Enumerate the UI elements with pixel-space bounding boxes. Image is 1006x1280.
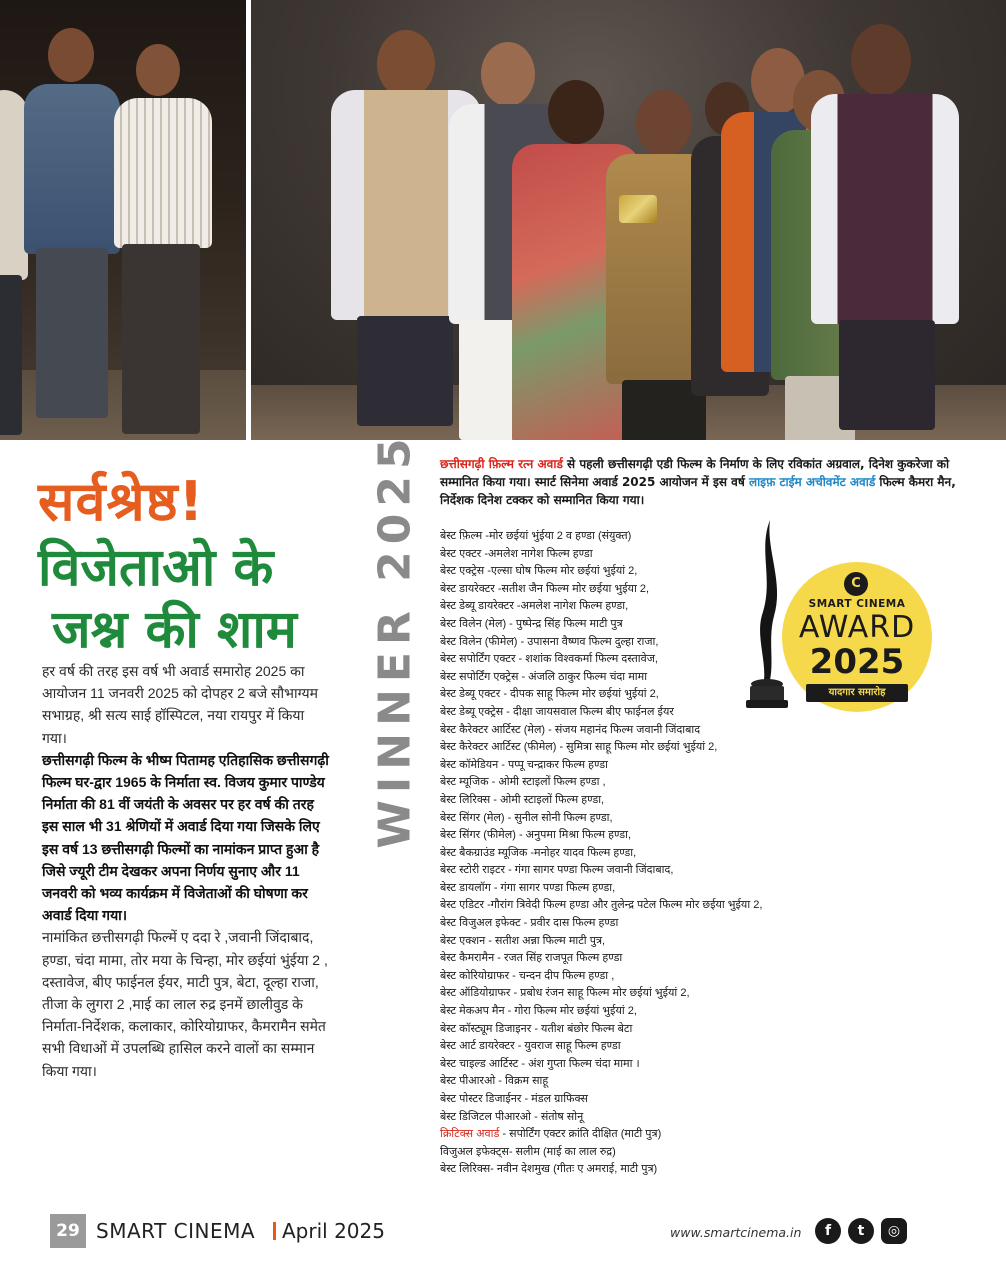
smart-cinema-award-badge [782, 562, 932, 712]
award-item: बेस्ट पीआरओ - विक्रम साहू [440, 1075, 549, 1088]
award-item: बेस्ट एक्ट्रेस -एल्सा घोष फिल्म मोर छईयां भुईयां 2, [440, 565, 638, 578]
award-item: बेस्ट विलेन (फीमेल) - उपासना वैष्णव फिल्म दुल्हा राजा, [440, 635, 659, 648]
winner-label-text: WINNER 2025 [369, 431, 421, 849]
award-item: बेस्ट आर्ट डायरेक्टर - युवराज साहू फिल्म हण्डा [440, 1040, 621, 1053]
award-item: बेस्ट स्टोरी राइटर - गंगा सागर पण्डा फिल्म जवानी जिंदाबाद, [440, 864, 674, 877]
award-item: बेस्ट कैरेक्टर आर्टिस्ट (मेल) - संजय महानंद फिल्म जवानी जिंदाबाद [440, 723, 701, 736]
headline-subtitle-line2: जश्न की शाम [52, 600, 297, 660]
award-item: बेस्ट डायलॉग - गंगा सागर पण्डा फिल्म हण्डा, [440, 881, 616, 894]
award-item: बेस्ट सिंगर (फीमेल) - अनुपमा मिश्रा फिल्म हण्डा, [440, 829, 632, 842]
award-item: बेस्ट एक्शन - सतीश अन्ना फिल्म माटी पुत्र, [440, 934, 606, 947]
caption-highlight: छत्तीसगढ़ी फ़िल्म रत्न अवार्ड [440, 457, 563, 471]
instagram-icon[interactable]: ◎ [881, 1218, 907, 1244]
award-item: बेस्ट सपोर्टिंग एक्टर - शशांक विश्वकर्मा फिल्म दस्तावेज, [440, 653, 658, 666]
article-paragraph: छत्तीसगढ़ी फिल्म के भीष्म पितामह एतिहासिक छत्तीसगढ़ी फिल्म घर-द्वार 1965 के निर्माता स्व. विजय कुमार पाण्डेय निर्माता की 81 वीं जयंती के अवसर पर हर वर्ष की तरह इस साल भी 31 श्रेणियों में अवार्ड दिया गया जिसके लिए इस वर्ष 13 छत्तीसगढ़ी फिल्मों का नामांकन प्राप्त हुआ है जिसे ज्यूरी टीम देखकर अपना निर्णय सुनाए और 11 जनवरी को भव्य कार्यक्रम में विजेताओं की घोषणा कर अवार्ड दिया गया। [42, 751, 329, 924]
critics-award-text: - सपोर्टिंग एक्टर क्रांति दीक्षित (माटी पुत्र) [499, 1128, 662, 1141]
award-item: बेस्ट कॉस्ट्यूम डिजाइनर - यतीश बंछोर फिल्म बेटा [440, 1022, 633, 1035]
article-paragraph: नामांकित छत्तीसगढ़ी फिल्में ए ददा रे ,जवानी जिंदाबाद, हण्डा, चंदा मामा, तोर मया के चिन्हा, मोर छईयां भुंईया 2 , दस्तावेज, बीए फाईनल ईयर, माटी पुत्र, बेटा, दूल्हा राजा, तीजा के लुगरा 2 ,माई का लाल रुद्र इनमें छालीवुड के निर्माता-निर्देशक, कलाकार, कोरियोग्राफर, कैमरामैन समेत सभी विधाओं में उपलब्धि हासिल करने वालों का सम्मान किया गया। [42, 929, 328, 1079]
award-item: बेस्ट कैमरामैन - रजत सिंह राजपूत फिल्म हण्डा [440, 952, 623, 965]
headline-subtitle-line1: विजेताओ के [38, 538, 274, 598]
award-item: बेस्ट बैकग्राउंड म्यूजिक -मनोहर यादव फिल्म हण्डा, [440, 846, 637, 859]
award-item: बेस्ट कॉमेडियन - पप्पू चन्द्राकर फिल्म हण्डा [440, 758, 608, 771]
critics-award-item: बेस्ट लिरिक्स- नवीन देशमुख (गीतः ए अमराई, माटी पुत्र) [440, 1163, 658, 1176]
article-body [42, 660, 332, 1082]
badge-tagline: यादगार समारोह [806, 684, 908, 702]
winner-vertical-label [365, 431, 425, 849]
headline-title: सर्वश्रेष्ठ! [38, 470, 205, 533]
twitter-icon[interactable]: t [848, 1218, 874, 1244]
smart-cinema-logo-icon: C [844, 572, 868, 596]
page-number: 29 [50, 1214, 86, 1248]
footer-magazine-name: SMART CINEMA [96, 1219, 256, 1243]
badge-brand: SMART CINEMA [808, 598, 906, 610]
trophy-icon [619, 195, 657, 223]
award-item: बेस्ट ऑडियोग्राफर - प्रबोध रंजन साहू फिल्म मोर छईयां भुईयां 2, [440, 987, 690, 1000]
award-item: बेस्ट एक्टर -अमलेश नागेश फिल्म हण्डा [440, 547, 593, 560]
award-item: बेस्ट एडिटर -गौरांग त्रिवेदी फिल्म हण्डा और तुलेन्द्र पटेल फिल्म मोर छईया भुईया 2, [440, 899, 763, 912]
award-item: बेस्ट विलेन (मेल) - पुष्पेन्द्र सिंह फिल्म माटी पुत्र [440, 617, 623, 630]
badge-year: 2025 [809, 642, 905, 682]
award-item: बेस्ट विजुअल इफेक्ट - प्रवीर दास फिल्म हण्डा [440, 917, 619, 930]
critics-award-item [440, 1126, 880, 1144]
facebook-icon[interactable]: f [815, 1218, 841, 1244]
award-item: बेस्ट सपोर्टिंग एक्ट्रेस - अंजलि ठाकुर फिल्म चंदा मामा [440, 670, 648, 683]
footer-website-link[interactable]: www.smartcinema.in [670, 1225, 802, 1240]
award-item: बेस्ट डिजिटल पीआरओ - संतोष सोनू [440, 1110, 584, 1123]
caption-text: फिल्म कैमरा मैन, निर्देशक दिनेश टक्कर को सम्मानित किया गया। [440, 475, 956, 507]
award-item: बेस्ट डेब्यू एक्ट्रेस - दीक्षा जायसवाल फिल्म बीए फाईनल ईयर [440, 705, 674, 718]
award-ceremony-photo [251, 0, 1006, 440]
award-item: बेस्ट डेब्यू एक्टर - दीपक साहू फिल्म मोर छईयां भुईयां 2, [440, 688, 659, 701]
award-item: बेस्ट कैरेक्टर आर्टिस्ट (फीमेल) - सुमित्रा साहू फिल्म मोर छईयां भुईयां 2, [440, 741, 718, 754]
award-item: बेस्ट फ़िल्म -मोर छईयां भुंईया 2 व हण्डा (संयुक्त) [440, 530, 632, 542]
caption-highlight: लाइफ़ टाईम अचीवमेंट अवार्ड [748, 475, 876, 489]
critics-award-label: क्रिटिक्स अवार्ड [440, 1128, 500, 1141]
award-item: बेस्ट म्यूजिक - ओमी स्टाइलों फिल्म हण्डा , [440, 776, 606, 789]
photo-caption [440, 455, 960, 509]
award-item: बेस्ट सिंगर (मेल) - सुनील सोनी फिल्म हण्डा, [440, 811, 613, 824]
footer-divider [273, 1222, 276, 1240]
award-item: बेस्ट मेकअप मैन - गोरा फिल्म मोर छईयां भुईयां 2, [440, 1005, 637, 1018]
award-item: बेस्ट लिरिक्स - ओमी स्टाइलों फिल्म हण्डा, [440, 793, 605, 806]
article-paragraph: हर वर्ष की तरह इस वर्ष भी अवार्ड समारोह 2025 का आयोजन 11 जनवरी 2025 को दोपहर 2 बजे सौभाग्यम सभाग्रह, श्री सत्य साई हॉस्पिटल, नया रायपुर में किया गया। [42, 663, 319, 746]
footer-issue-date: April 2025 [282, 1219, 385, 1243]
caption-text: से पहली छत्तीसगढ़ी एडी फिल्म के निर्माण के लिए रविकांत अग्रवाल, दिनेश कुकरेजा को सम्मानित किया गया। स्मार्ट सिनेमा अवार्ड 2025 आयोजन में इस वर्ष [440, 457, 950, 489]
award-item: बेस्ट चाइल्ड आर्टिस्ट - अंश गुप्ता फिल्म चंदा मामा । [440, 1057, 640, 1070]
critics-award-item: विजुअल इफेक्ट्स- सलीम (माई का लाल रुद्र) [440, 1145, 616, 1158]
badge-award-word: AWARD [798, 610, 916, 645]
event-photo-left [0, 0, 246, 440]
award-item: बेस्ट पोस्टर डिजाईनर - मंडल ग्राफिक्स [440, 1093, 588, 1105]
award-item: बेस्ट डायरेक्टर -सतीश जैन फिल्म मोर छईया भुईया 2, [440, 582, 650, 595]
award-item: बेस्ट डेब्यू डायरेक्टर -अमलेश नागेश फिल्म हण्डा, [440, 600, 629, 613]
award-item: बेस्ट कोरियोग्राफर - चन्दन दीप फिल्म हण्डा , [440, 969, 615, 982]
